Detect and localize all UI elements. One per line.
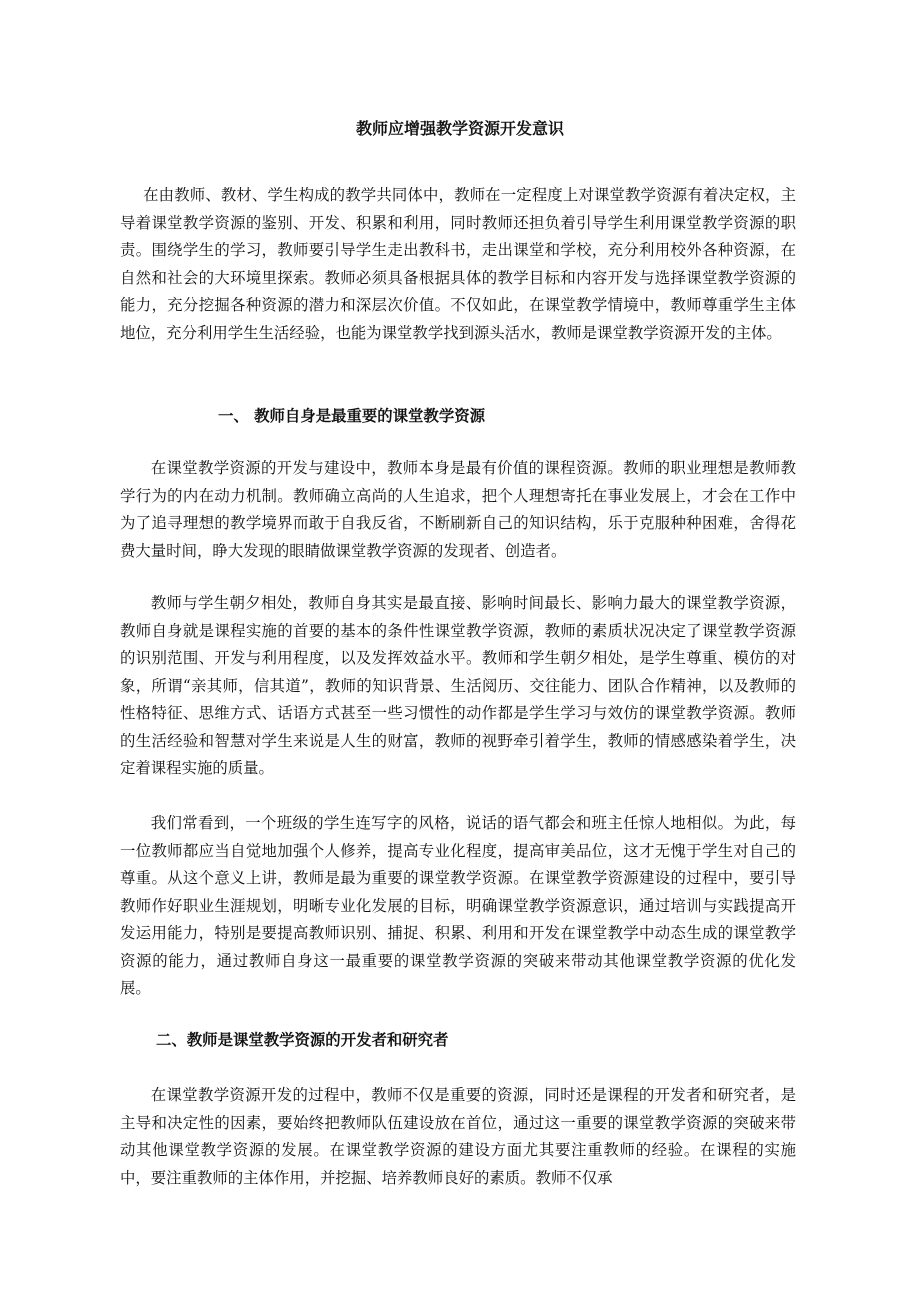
section-1-paragraph: 教师与学生朝夕相处，教师自身其实是最直接、影响时间最长、影响力最大的课堂教学资源，教师自身就是课程实施的首要的基本的条件性课堂教学资源，教师的素质状况决定了课堂教学资源的识别范围、开发与利用程度，以及发挥效益水平。教师和学生朝夕相处，是学生尊重、模仿的对象，所谓“亲其师，信其道”，教师的知识背景、生活阅历、交往能力、团队合作精神，以及教师的性格特征、思维方式、话语方式甚至一些习惯性的动作都是学生学习与效仿的课堂教学资源。教师的生活经验和智慧对学生来说是人生的财富，教师的视野牵引着学生，教师的情感感染着学生，决定着课程实施的质量。 <box>120 594 796 777</box>
section-1-paragraph: 我们常看到，一个班级的学生连写字的风格，说话的语气都会和班主任惊人地相似。为此，每一位教师都应当自觉地加强个人修养，提高专业化程度，提高审美品位，这才无愧于学生对自己的尊重。从这个意义上讲，教师是最为重要的课堂教学资源。在课堂教学资源建设的过程中，要引导教师作好职业生涯规划，明晰专业化发展的目标，明确课堂教学资源意识，通过培训与实践提高开发运用能力，特别是要提高教师识别、捕捉、积累、利用和开发在课堂教学中动态生成的课堂教学资源的能力，通过教师自身这一最重要的课堂教学资源的突破来带动其他课堂教学资源的优化发展。 <box>120 814 796 997</box>
intro-paragraph: 在由教师、教材、学生构成的教学共同体中，教师在一定程度上对课堂教学资源有着决定权，主导着课堂教学资源的鉴别、开发、积累和利用，同时教师还担负着引导学生利用课堂教学资源的职责。围绕学生的学习，教师要引导学生走出教科书，走出课堂和学校，充分利用校外各种资源，在自然和社会的大环境里探索。教师必须具备根据具体的教学目标和内容开发与选择课堂教学资源的能力，充分挖掘各种资源的潜力和深层次价值。不仅如此，在课堂教学情境中，教师尊重学生主体地位，充分利用学生生活经验，也能为课堂教学找到源头活水，教师是课堂教学资源开发的主体。 <box>120 186 796 342</box>
document-title: 教师应增强教学资源开发意识 <box>355 119 564 138</box>
section-2-paragraph: 在课堂教学资源开发的过程中，教师不仅是重要的资源，同时还是课程的开发者和研究者，是主导和决定性的因素，要始终把教师队伍建设放在首位，通过这一重要的课堂教学资源的突破来带动其他课堂教学资源的发展。在课堂教学资源的建设方面尤其要注重教师的经验。在课程的实施中，要注重教师的主体作用，并挖掘、培养教师良好的素质。教师不仅承 <box>120 1086 796 1187</box>
section-2-heading: 二、教师是课堂教学资源的开发者和研究者 <box>156 1031 449 1049</box>
section-1-paragraph: 在课堂教学资源的开发与建设中，教师本身是最有价值的课程资源。教师的职业理想是教师教学行为的内在动力机制。教师确立高尚的人生追求，把个人理想寄托在事业发展上，才会在工作中为了追寻理想的教学境界而敢于自我反省，不断刷新自己的知识结构，乐于克服种种困难，舍得花费大量时间，睁大发现的眼睛做课堂教学资源的发现者、创造者。 <box>120 459 796 560</box>
section-1-heading: 一、 教师自身是最重要的课堂教学资源 <box>218 407 485 425</box>
